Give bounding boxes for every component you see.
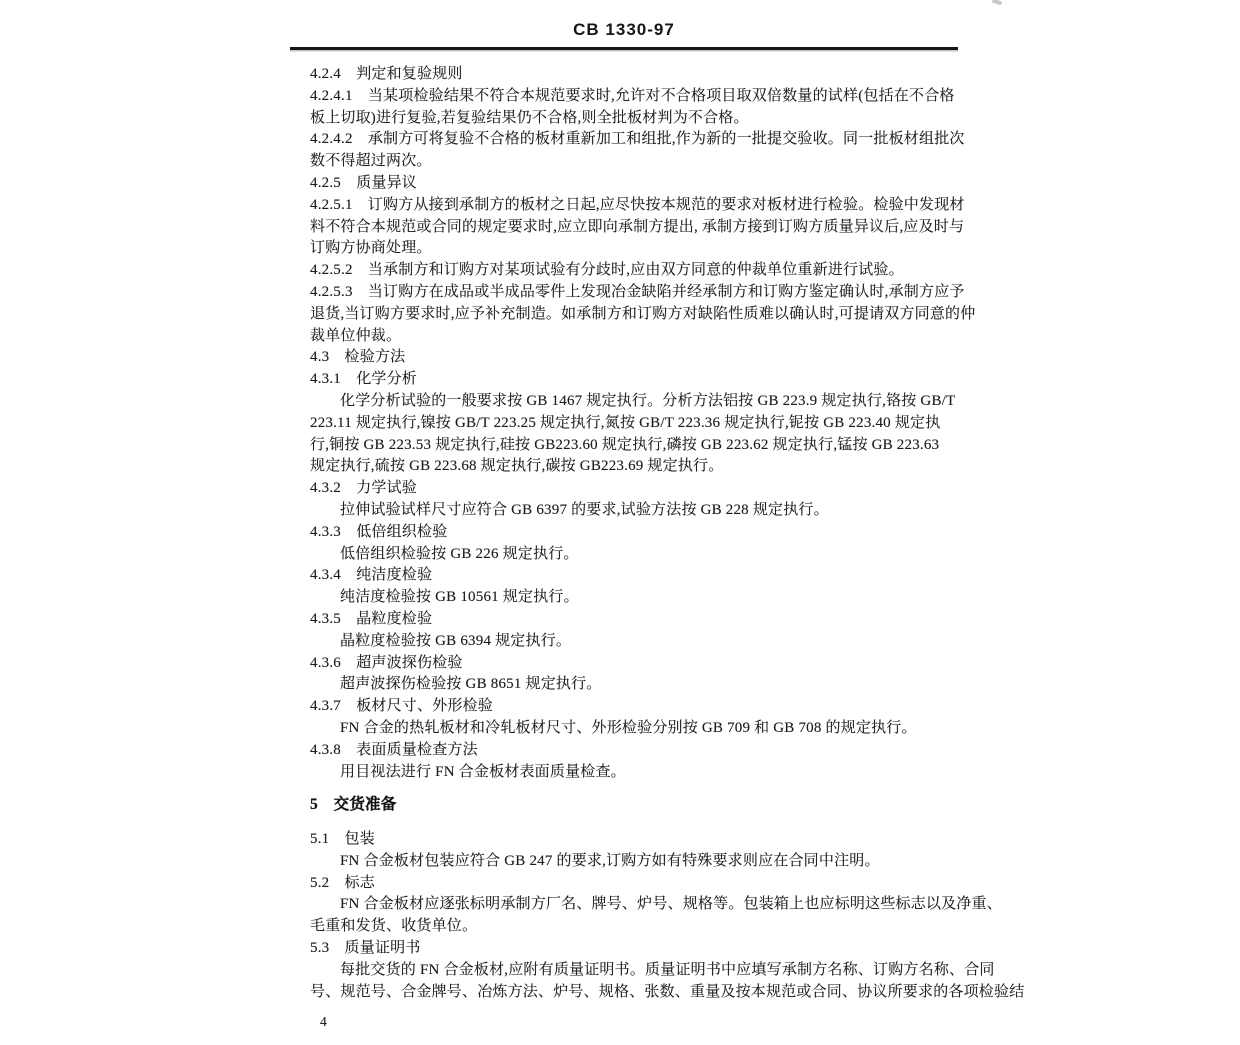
header-rule xyxy=(290,47,958,50)
clause-heading: 4.3.8 表面质量检查方法 xyxy=(310,741,478,758)
text-line: 毛重和发货、收货单位。 xyxy=(310,918,478,935)
clause-heading: 4.3.6 超声波探伤检验 xyxy=(310,654,463,671)
clause-heading: 4.2.4 判定和复验规则 xyxy=(310,66,463,82)
text-line: 4.2.5.3 当订购方在成品或半成品零件上发现冶金缺陷并经承制方和订购方鉴定确认时,承制方应予 xyxy=(310,283,965,300)
text-line: 超声波探伤检验按 GB 8651 规定执行。 xyxy=(340,676,602,693)
text-line: 板上切取)进行复验,若复验结果仍不合格,则全批板材判为不合格。 xyxy=(310,109,749,126)
standard-number-header: CB 1330-97 xyxy=(573,20,675,39)
clause-heading: 4.3.5 晶粒度检验 xyxy=(310,610,433,627)
text-line: FN 合金板材应逐张标明承制方厂名、牌号、炉号、规格等。包装箱上也应标明这些标志以及净重、 xyxy=(340,896,1002,913)
text-line: FN 合金板材包装应符合 GB 247 的要求,订购方如有特殊要求则应在合同中注明。 xyxy=(340,852,880,869)
text-line: 裁单位仲裁。 xyxy=(310,327,402,344)
clause-heading: 4.3.2 力学试验 xyxy=(310,480,418,497)
page-number: 4 xyxy=(320,1014,327,1029)
clause-heading: 4.3.3 低倍组织检验 xyxy=(310,523,448,540)
text-line: 数不得超过两次。 xyxy=(310,153,432,170)
clause-heading: 4.3.7 板材尺寸、外形检验 xyxy=(310,698,494,715)
text-line: 4.2.5.2 当承制方和订购方对某项试验有分歧时,应由双方同意的仲裁单位重新进行试验。 xyxy=(310,262,904,279)
text-line: 号、规范号、合金牌号、冶炼方法、炉号、规格、张数、重量及按本规范或合同、协议所要求的各项检验结 xyxy=(310,983,1025,1000)
text-line: 4.2.4.1 当某项检验结果不符合本规范要求时,允许对不合格项目取双倍数量的试样(包括在不合格 xyxy=(310,87,955,104)
text-line: 纯洁度检验按 GB 10561 规定执行。 xyxy=(340,589,579,606)
text-line: 每批交货的 FN 合金板材,应附有质量证明书。质量证明书中应填写承制方名称、订购方名称、合同 xyxy=(340,961,995,978)
clause-heading: 4.3.1 化学分析 xyxy=(310,371,418,388)
clause-heading: 5.1 包装 xyxy=(310,831,375,848)
text-line: 规定执行,硫按 GB 223.68 规定执行,碳按 GB223.69 规定执行。 xyxy=(310,458,724,475)
text-line: 晶粒度检验按 GB 6394 规定执行。 xyxy=(340,632,572,649)
scan-artifact-mark xyxy=(992,0,1003,5)
text-line: 拉伸试验试样尺寸应符合 GB 6397 的要求,试验方法按 GB 228 规定执行。 xyxy=(340,501,829,518)
text-line: 料不符合本规范或合同的规定要求时,应立即向承制方提出, 承制方接到订购方质量异议后,应及时与 xyxy=(310,218,965,235)
text-line: 低倍组织检验按 GB 226 规定执行。 xyxy=(340,545,579,562)
clause-heading: 4.2.5 质量异议 xyxy=(310,174,418,191)
text-line: 4.2.5.1 订购方从接到承制方的板材之日起,应尽快按本规范的要求对板材进行检验。检验中发现材 xyxy=(310,196,965,213)
clause-heading: 4.3 检验方法 xyxy=(310,349,406,366)
document-body xyxy=(310,64,1025,1003)
clause-heading: 4.3.4 纯洁度检验 xyxy=(310,567,433,584)
clause-heading: 5.3 质量证明书 xyxy=(310,940,421,957)
text-line: FN 合金的热轧板材和冷轧板材尺寸、外形检验分别按 GB 709 和 GB 708 的规定执行。 xyxy=(340,719,917,736)
clause-heading: 5.2 标志 xyxy=(310,874,375,891)
text-line: 行,铜按 GB 223.53 规定执行,硅按 GB223.60 规定执行,磷按 GB 223.62 规定执行,锰按 GB 223.63 xyxy=(310,436,940,453)
text-line: 订购方协商处理。 xyxy=(310,240,432,257)
text-line: 用目视法进行 FN 合金板材表面质量检查。 xyxy=(340,763,626,780)
text-line: 化学分析试验的一般要求按 GB 1467 规定执行。分析方法铝按 GB 223.9 规定执行,铬按 GB/T xyxy=(340,392,956,409)
chapter-heading: 5 交货准备 xyxy=(310,796,397,814)
text-line: 4.2.4.2 承制方可将复验不合格的板材重新加工和组批,作为新的一批提交验收。同一批板材组批次 xyxy=(310,131,965,148)
text-line: 退货,当订购方要求时,应予补充制造。如承制方和订购方对缺陷性质难以确认时,可提请双方同意的仲 xyxy=(310,305,976,322)
text-line: 223.11 规定执行,镍按 GB/T 223.25 规定执行,氮按 GB/T 223.36 规定执行,铌按 GB 223.40 规定执 xyxy=(310,414,941,431)
